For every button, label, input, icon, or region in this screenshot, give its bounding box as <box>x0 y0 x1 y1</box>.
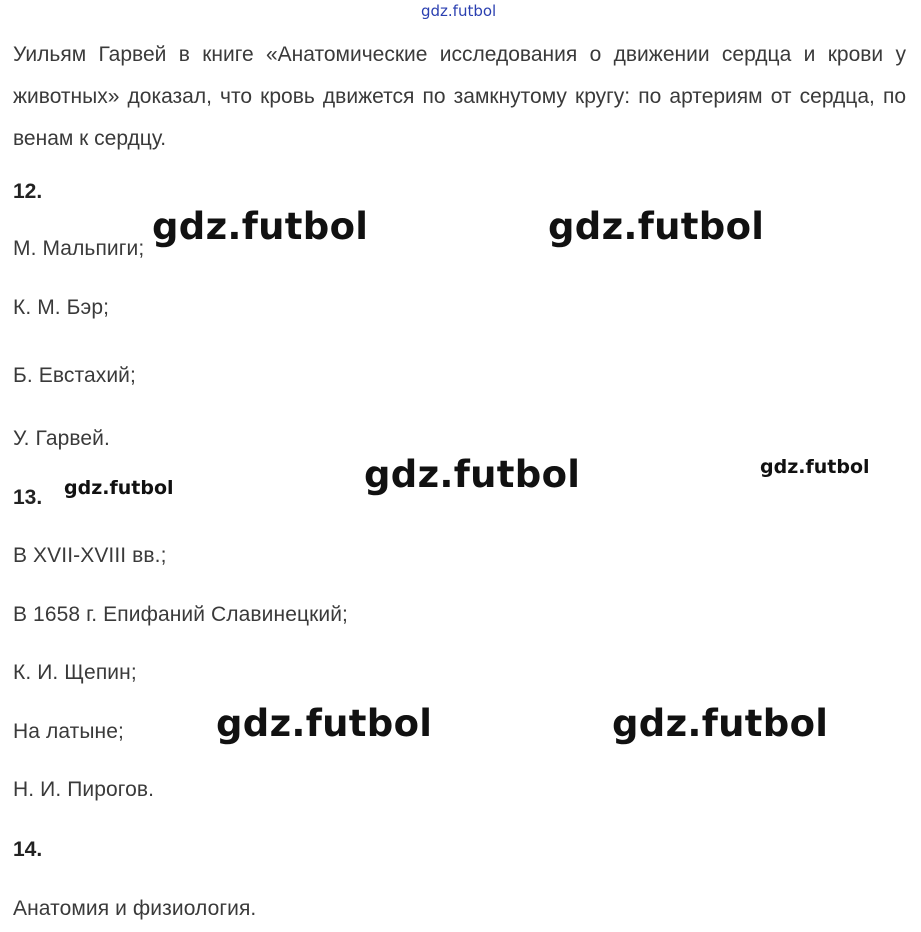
watermark: gdz.futbol <box>64 477 174 499</box>
list-item: В 1658 г. Епифаний Славинецкий; <box>13 603 348 626</box>
list-item: На латыне; <box>13 720 124 743</box>
list-item: Анатомия и физиология. <box>13 897 257 920</box>
list-item: К. М. Бэр; <box>13 296 110 319</box>
watermark: gdz.futbol <box>760 456 870 478</box>
list-item: Н. И. Пирогов. <box>13 778 155 801</box>
section-number-13: 13. <box>13 486 43 509</box>
list-item: В XVII-XVIII вв.; <box>13 544 167 567</box>
watermark: gdz.futbol <box>364 453 581 496</box>
intro-paragraph: Уильям Гарвей в книге «Анатомические исследования о движении сердца и крови у животных» доказал, что кровь движется по замкнутому кругу: по артериям от сердца, по венам к сердцу. <box>13 43 906 150</box>
watermark: gdz.futbol <box>216 702 433 745</box>
list-item: К. И. Щепин; <box>13 661 137 684</box>
list-item: М. Мальпиги; <box>13 237 145 260</box>
section-number-14: 14. <box>13 838 43 861</box>
section-number-12: 12. <box>13 180 43 203</box>
watermark: gdz.futbol <box>612 702 829 745</box>
watermark-top: gdz.futbol <box>421 2 497 20</box>
watermark: gdz.futbol <box>548 205 765 248</box>
list-item: Б. Евстахий; <box>13 364 136 387</box>
watermark: gdz.futbol <box>152 205 369 248</box>
list-item: У. Гарвей. <box>13 427 110 450</box>
